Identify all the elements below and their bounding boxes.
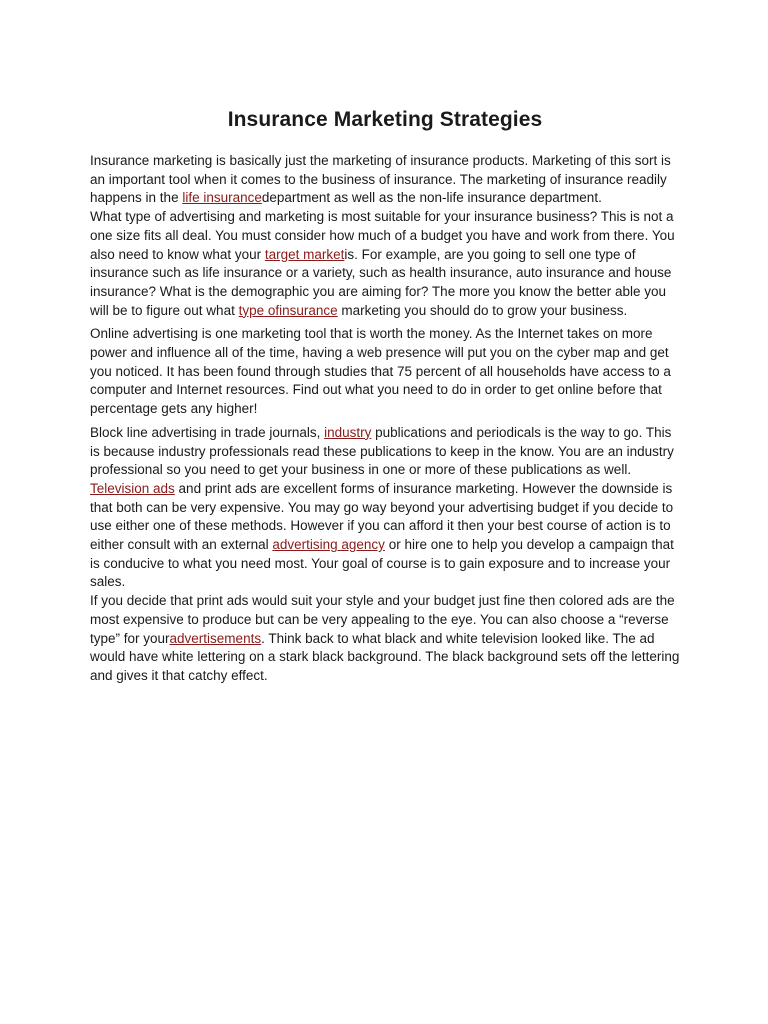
paragraph-online-advertising: Online advertising is one marketing tool that is worth the money. As the Internet takes on more power and influence all of the time, having a web presence will put you on the cyber map and get you noticed. It has been found through studies that 75 percent of all households have access to a computer and Internet resources. Find out what you need to do in order to get online before that percentage gets any higher! <box>90 326 671 417</box>
paragraph-text: marketing you should do to grow your business. <box>337 302 628 318</box>
paragraph-text: . Think back to what black and white television looked like. The ad would have white lettering on a stark black background. The black background sets off the lettering and gives it that catchy effect. <box>90 630 680 683</box>
paragraph-block-line <box>90 424 680 480</box>
paragraph-text: department as well as the non-life insurance department. <box>261 190 602 206</box>
paragraph-television-ads <box>90 480 680 592</box>
paragraph-advertising-type <box>90 208 680 320</box>
television-ads-link[interactable]: Television ads <box>90 480 175 496</box>
type-of-insurance-link[interactable]: type ofinsurance <box>238 302 338 318</box>
paragraph-text: is. For example, are you going to sell one type of insurance such as life insurance or a variety, such as health insurance, auto insurance and house insurance? What is the demographic you are aiming for? The more you know the better able you will be to figure out what <box>90 246 672 318</box>
paragraph-text: Insurance marketing is basically just the marketing of insurance products. Marketing of this sort is an important tool when it comes to the business of insurance. The marketing of insurance readily happens in the <box>90 153 671 206</box>
document-title: Insurance Marketing Strategies <box>227 108 543 131</box>
paragraph-intro <box>90 152 680 208</box>
life-insurance-link[interactable]: life insurance <box>182 190 262 206</box>
advertising-agency-link[interactable]: advertising agency <box>272 537 385 553</box>
target-market-link[interactable]: target market <box>264 246 345 262</box>
advertisements-link[interactable]: advertisements <box>169 630 262 646</box>
paragraph-print-ads <box>90 592 680 686</box>
document-page <box>90 108 680 686</box>
paragraph-text: and print ads are excellent forms of insurance marketing. However the downside is that both can be very expensive. You may go way beyond your advertising budget if you decide to use either one of these methods. However if you can afford it then your best course of action is to either consult with an external <box>90 480 674 553</box>
paragraph-text: Block line advertising in trade journals, <box>90 424 325 440</box>
industry-link[interactable]: industry <box>324 424 372 440</box>
paragraph-text: publications and periodicals is the way to go. This is because industry professionals read these publications to keep in the know. You are an industry professional so you need to get your business in one or more of these publications as well. <box>90 424 674 478</box>
paragraph-text: If you decide that print ads would suit your style and your budget just fine then colored ads are the most expensive to produce but can be very appealing to the eye. You can also choose a “reverse type” for your <box>90 593 675 646</box>
paragraph-text: or hire one to help you develop a campaign that is conducive to what you need most. Your goal of course is to gain exposure and to increase your sales. <box>90 537 674 590</box>
paragraph-text: What type of advertising and marketing is most suitable for your insurance business? This is not a one size fits all deal. You must consider how much of a budget you have and work from there. You also need to know what your <box>90 209 675 262</box>
